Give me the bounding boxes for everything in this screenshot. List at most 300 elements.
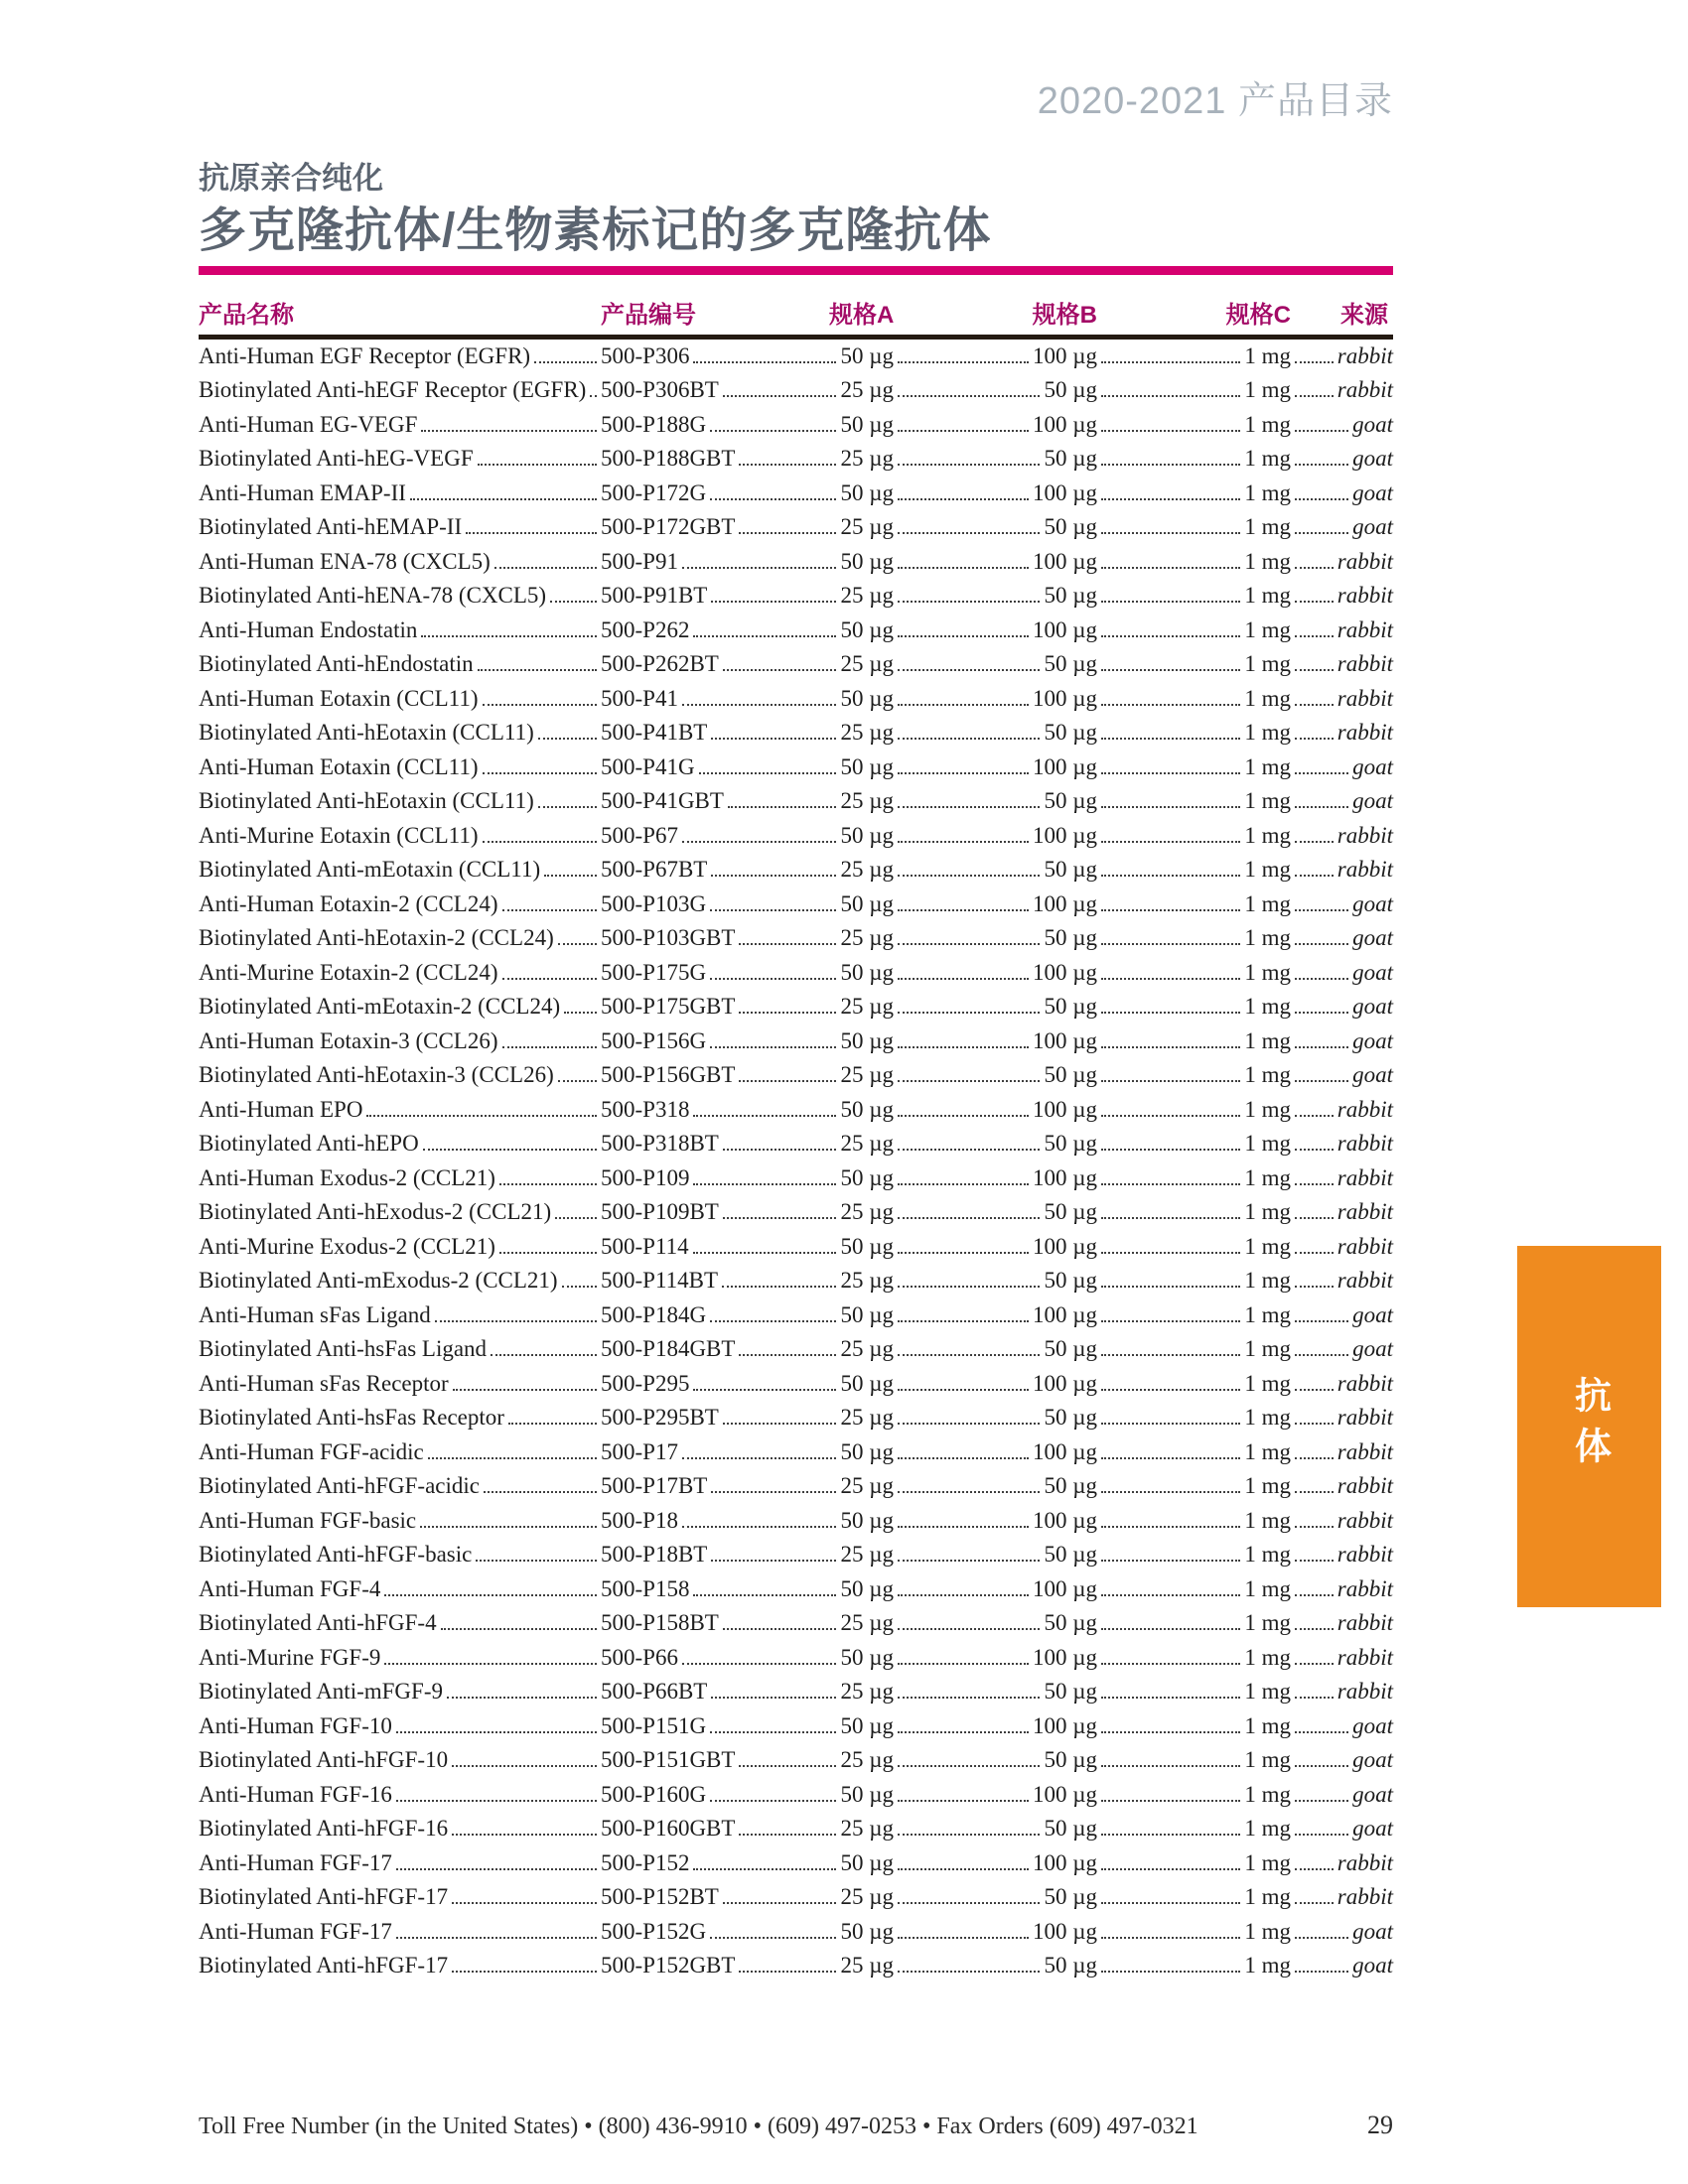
spec-c-cell bbox=[1097, 439, 1291, 474]
dot-leader bbox=[1295, 430, 1348, 432]
spec-c-value: 1 mg bbox=[1244, 514, 1291, 540]
spec-b-cell bbox=[894, 644, 1097, 679]
source-value: rabbit bbox=[1336, 342, 1393, 368]
product-number-cell bbox=[601, 1946, 894, 1980]
spec-c-cell bbox=[1097, 1809, 1291, 1843]
dot-leader bbox=[1295, 1320, 1348, 1322]
spec-c-cell bbox=[1097, 1877, 1291, 1912]
spec-c-cell bbox=[1097, 1774, 1291, 1809]
spec-c-cell bbox=[1097, 576, 1291, 611]
col-header-spec-c: 规格C bbox=[1225, 302, 1291, 329]
dot-leader bbox=[739, 1012, 836, 1014]
product-name-cell bbox=[199, 1535, 601, 1570]
spec-c-value: 1 mg bbox=[1244, 1438, 1291, 1464]
dot-leader bbox=[1101, 532, 1240, 534]
table-row bbox=[199, 1295, 1393, 1329]
product-number: 500-P41G bbox=[601, 753, 695, 779]
product-number: 500-P188G bbox=[601, 411, 707, 437]
spec-b-value: 50 µg bbox=[1044, 1747, 1097, 1773]
spec-b-cell bbox=[894, 1329, 1097, 1364]
spec-c-cell bbox=[1097, 850, 1291, 885]
spec-c-value: 1 mg bbox=[1244, 651, 1291, 677]
product-name: Anti-Human FGF-16 bbox=[199, 1781, 392, 1807]
product-number: 500-P114 bbox=[601, 1233, 689, 1259]
source-value: goat bbox=[1352, 411, 1393, 437]
dot-leader bbox=[1101, 1115, 1240, 1117]
spec-b-value: 50 µg bbox=[1044, 1610, 1097, 1636]
spec-b-cell bbox=[894, 1637, 1097, 1672]
dot-leader bbox=[723, 1902, 837, 1904]
product-name-cell bbox=[199, 507, 601, 542]
dot-leader bbox=[396, 1868, 597, 1870]
spec-b-value: 50 µg bbox=[1044, 1062, 1097, 1088]
table-row bbox=[199, 1432, 1393, 1466]
product-name-cell bbox=[199, 1055, 601, 1090]
table-row bbox=[199, 1637, 1393, 1672]
product-number: 500-P184GBT bbox=[601, 1336, 736, 1362]
product-name-cell bbox=[199, 781, 601, 816]
spec-b-cell bbox=[894, 1432, 1097, 1466]
source-value: goat bbox=[1352, 1336, 1393, 1362]
spec-b-value: 100 µg bbox=[1032, 1301, 1097, 1327]
spec-c-cell bbox=[1097, 1740, 1291, 1775]
source-value: goat bbox=[1352, 925, 1393, 951]
spec-c-cell bbox=[1097, 1706, 1291, 1740]
footer-contact-text: Toll Free Number (in the United States) • (800) 436-9910 • (609) 497-0253 • Fax Orders (609) 497-0321 bbox=[199, 2114, 1198, 2139]
spec-c-cell bbox=[1097, 1637, 1291, 1672]
product-name: Biotinylated Anti-mEotaxin-2 (CCL24) bbox=[199, 994, 561, 1020]
dot-leader bbox=[898, 1628, 1040, 1630]
spec-a-value: 25 µg bbox=[840, 1473, 894, 1499]
dot-leader bbox=[1295, 1080, 1348, 1082]
table-row bbox=[199, 884, 1393, 918]
product-name-cell bbox=[199, 678, 601, 713]
product-number: 500-P160GBT bbox=[601, 1816, 736, 1842]
source-cell bbox=[1291, 1295, 1393, 1329]
column-header-row bbox=[199, 295, 1393, 330]
dot-leader bbox=[1295, 1217, 1334, 1219]
dot-leader bbox=[1101, 1320, 1240, 1322]
source-value: rabbit bbox=[1336, 1268, 1393, 1294]
source-value: goat bbox=[1352, 446, 1393, 472]
dot-leader bbox=[739, 1834, 836, 1836]
spec-a-value: 25 µg bbox=[840, 1884, 894, 1910]
spec-b-value: 50 µg bbox=[1044, 514, 1097, 540]
product-name-cell bbox=[199, 336, 601, 370]
dot-leader bbox=[1295, 1971, 1348, 1973]
source-cell bbox=[1291, 644, 1393, 679]
source-value: rabbit bbox=[1336, 583, 1393, 609]
spec-c-cell bbox=[1097, 713, 1291, 748]
product-number: 500-P66 bbox=[601, 1644, 678, 1670]
spec-b-value: 100 µg bbox=[1032, 959, 1097, 985]
source-value: rabbit bbox=[1336, 1679, 1393, 1705]
spec-a-value: 50 µg bbox=[840, 890, 894, 916]
product-number-cell bbox=[601, 473, 894, 507]
dot-leader bbox=[478, 464, 597, 466]
product-name: Biotinylated Anti-hEotaxin-2 (CCL24) bbox=[199, 925, 554, 951]
dot-leader bbox=[1101, 1183, 1240, 1185]
source-cell bbox=[1291, 987, 1393, 1022]
spec-a-value: 25 µg bbox=[840, 1405, 894, 1431]
source-cell bbox=[1291, 336, 1393, 370]
spec-a-value: 25 µg bbox=[840, 1268, 894, 1294]
spec-a-value: 50 µg bbox=[840, 1438, 894, 1464]
dot-leader bbox=[1295, 1389, 1334, 1391]
dot-leader bbox=[898, 1971, 1040, 1973]
spec-b-cell bbox=[894, 1466, 1097, 1501]
table-row bbox=[199, 850, 1393, 885]
product-name: Biotinylated Anti-hEMAP-II bbox=[199, 514, 463, 540]
product-name: Biotinylated Anti-hFGF-16 bbox=[199, 1816, 449, 1842]
source-value: goat bbox=[1352, 1027, 1393, 1053]
spec-a-value: 50 µg bbox=[840, 1781, 894, 1807]
dot-leader bbox=[555, 1217, 597, 1219]
dot-leader bbox=[898, 943, 1040, 945]
spec-b-value: 50 µg bbox=[1044, 1336, 1097, 1362]
source-cell bbox=[1291, 439, 1393, 474]
dot-leader bbox=[1101, 943, 1240, 945]
source-cell bbox=[1291, 781, 1393, 816]
product-name: Anti-Human sFas Ligand bbox=[199, 1301, 431, 1327]
dot-leader bbox=[898, 1663, 1029, 1665]
dot-leader bbox=[396, 1731, 597, 1733]
product-name: Anti-Human EPO bbox=[199, 1096, 363, 1122]
product-number-cell bbox=[601, 370, 894, 405]
spec-b-cell bbox=[894, 918, 1097, 953]
dot-leader bbox=[1101, 1080, 1240, 1082]
dot-leader bbox=[898, 361, 1029, 363]
dot-leader bbox=[1101, 1731, 1240, 1733]
product-name-cell bbox=[199, 439, 601, 474]
source-value: goat bbox=[1352, 1062, 1393, 1088]
dot-leader bbox=[1101, 1491, 1240, 1493]
dot-leader bbox=[898, 1868, 1029, 1870]
dot-leader bbox=[1295, 1765, 1348, 1767]
table-row bbox=[199, 1158, 1393, 1192]
dot-leader bbox=[428, 1457, 597, 1459]
spec-c-value: 1 mg bbox=[1244, 1473, 1291, 1499]
product-name: Biotinylated Anti-hFGF-acidic bbox=[199, 1473, 480, 1499]
spec-c-value: 1 mg bbox=[1244, 616, 1291, 642]
product-number: 500-P175GBT bbox=[601, 994, 736, 1020]
dot-leader bbox=[898, 1457, 1029, 1459]
spec-c-value: 1 mg bbox=[1244, 753, 1291, 779]
spec-c-value: 1 mg bbox=[1244, 1816, 1291, 1842]
spec-b-cell bbox=[894, 404, 1097, 439]
dot-leader bbox=[421, 635, 597, 637]
dot-leader bbox=[1101, 1423, 1240, 1425]
product-name: Anti-Human EMAP-II bbox=[199, 479, 406, 505]
dot-leader bbox=[1295, 909, 1348, 911]
table-row bbox=[199, 507, 1393, 542]
product-number-cell bbox=[601, 1192, 894, 1227]
dot-leader bbox=[898, 1937, 1029, 1939]
table-row bbox=[199, 918, 1393, 953]
spec-b-cell bbox=[894, 541, 1097, 576]
source-value: rabbit bbox=[1336, 1096, 1393, 1122]
dot-leader bbox=[710, 1731, 836, 1733]
spec-c-value: 1 mg bbox=[1244, 1575, 1291, 1601]
source-value: goat bbox=[1352, 788, 1393, 814]
source-value: goat bbox=[1352, 1712, 1393, 1738]
dot-leader bbox=[1101, 1765, 1240, 1767]
product-number-cell bbox=[601, 404, 894, 439]
product-name-cell bbox=[199, 1500, 601, 1535]
dot-leader bbox=[1295, 498, 1348, 500]
dot-leader bbox=[564, 1012, 597, 1014]
page-heading: 多克隆抗体/生物素标记的多克隆抗体 bbox=[199, 205, 992, 257]
table-row bbox=[199, 1809, 1393, 1843]
product-name-cell bbox=[199, 850, 601, 885]
spec-c-value: 1 mg bbox=[1244, 925, 1291, 951]
spec-c-value: 1 mg bbox=[1244, 1884, 1291, 1910]
source-cell bbox=[1291, 1466, 1393, 1501]
dot-leader bbox=[1101, 1457, 1240, 1459]
product-name-cell bbox=[199, 644, 601, 679]
spec-b-value: 50 µg bbox=[1044, 1953, 1097, 1979]
product-number: 500-P158 bbox=[601, 1575, 690, 1601]
dot-leader bbox=[1295, 1868, 1334, 1870]
dot-leader bbox=[711, 875, 836, 877]
dot-leader bbox=[898, 601, 1040, 603]
product-number: 500-P188GBT bbox=[601, 446, 736, 472]
product-number-cell bbox=[601, 678, 894, 713]
spec-a-value: 25 µg bbox=[840, 994, 894, 1020]
product-number: 500-P103G bbox=[601, 890, 707, 916]
spec-b-value: 50 µg bbox=[1044, 583, 1097, 609]
dot-leader bbox=[898, 1423, 1040, 1425]
spec-c-value: 1 mg bbox=[1244, 857, 1291, 883]
spec-c-cell bbox=[1097, 1226, 1291, 1261]
col-header-source: 来源 bbox=[1340, 302, 1388, 329]
dot-leader bbox=[898, 1491, 1040, 1493]
dot-leader bbox=[710, 909, 836, 911]
spec-b-value: 100 µg bbox=[1032, 822, 1097, 848]
source-cell bbox=[1291, 884, 1393, 918]
spec-c-cell bbox=[1097, 1295, 1291, 1329]
dot-leader bbox=[898, 635, 1029, 637]
spec-a-value: 25 µg bbox=[840, 1953, 894, 1979]
source-cell bbox=[1291, 473, 1393, 507]
dot-leader bbox=[1101, 978, 1240, 980]
spec-b-value: 100 µg bbox=[1032, 1918, 1097, 1944]
table-row bbox=[199, 713, 1393, 748]
dot-leader bbox=[1295, 1526, 1334, 1528]
table-row bbox=[199, 576, 1393, 611]
product-name: Anti-Human FGF-17 bbox=[199, 1849, 392, 1875]
dot-leader bbox=[682, 1457, 837, 1459]
product-name-cell bbox=[199, 713, 601, 748]
product-number: 500-P152GBT bbox=[601, 1953, 736, 1979]
table-row bbox=[199, 1363, 1393, 1398]
spec-b-value: 50 µg bbox=[1044, 994, 1097, 1020]
dot-leader bbox=[898, 1183, 1029, 1185]
dot-leader bbox=[1101, 772, 1240, 774]
spec-b-cell bbox=[894, 850, 1097, 885]
spec-a-value: 50 µg bbox=[840, 1712, 894, 1738]
dot-leader bbox=[499, 1183, 597, 1185]
product-name: Biotinylated Anti-hsFas Receptor bbox=[199, 1405, 504, 1431]
dot-leader bbox=[1295, 1149, 1334, 1151]
source-value: rabbit bbox=[1336, 822, 1393, 848]
spec-a-value: 50 µg bbox=[840, 1644, 894, 1670]
spec-c-value: 1 mg bbox=[1244, 1712, 1291, 1738]
product-name: Anti-Human Endostatin bbox=[199, 616, 418, 642]
spec-a-value: 25 µg bbox=[840, 925, 894, 951]
dot-leader bbox=[723, 1217, 837, 1219]
dot-leader bbox=[898, 1697, 1040, 1699]
spec-c-value: 1 mg bbox=[1244, 479, 1291, 505]
source-cell bbox=[1291, 1603, 1393, 1638]
product-number-cell bbox=[601, 336, 894, 370]
spec-c-value: 1 mg bbox=[1244, 377, 1291, 403]
dot-leader bbox=[723, 395, 837, 397]
spec-b-cell bbox=[894, 1021, 1097, 1055]
product-name: Anti-Murine Eotaxin (CCL11) bbox=[199, 822, 479, 848]
spec-a-value: 25 µg bbox=[840, 788, 894, 814]
spec-b-value: 100 µg bbox=[1032, 1849, 1097, 1875]
dot-leader bbox=[898, 1012, 1040, 1014]
product-number: 500-P41BT bbox=[601, 720, 708, 746]
dot-leader bbox=[1295, 943, 1348, 945]
dot-leader bbox=[1295, 1560, 1334, 1562]
dot-leader bbox=[898, 669, 1040, 671]
product-number-cell bbox=[601, 987, 894, 1022]
product-number: 500-P172GBT bbox=[601, 514, 736, 540]
dot-leader bbox=[722, 1286, 836, 1288]
source-cell bbox=[1291, 1192, 1393, 1227]
spec-b-value: 100 µg bbox=[1032, 1575, 1097, 1601]
source-value: goat bbox=[1352, 1918, 1393, 1944]
source-value: rabbit bbox=[1336, 377, 1393, 403]
product-number-cell bbox=[601, 1877, 894, 1912]
dot-leader bbox=[723, 1149, 837, 1151]
product-name-cell bbox=[199, 1603, 601, 1638]
product-name: Biotinylated Anti-hExodus-2 (CCL21) bbox=[199, 1199, 552, 1225]
spec-c-cell bbox=[1097, 1192, 1291, 1227]
dot-leader bbox=[723, 1423, 837, 1425]
product-number: 500-P318 bbox=[601, 1096, 690, 1122]
product-name-cell bbox=[199, 987, 601, 1022]
col-header-product-number: 产品编号 bbox=[601, 302, 696, 329]
chapter-tab-label: 抗体 bbox=[1569, 1376, 1611, 1477]
dot-leader bbox=[739, 1354, 836, 1356]
spec-a-value: 25 µg bbox=[840, 651, 894, 677]
table-row bbox=[199, 1843, 1393, 1877]
spec-b-value: 50 µg bbox=[1044, 788, 1097, 814]
product-name-cell bbox=[199, 610, 601, 644]
spec-a-value: 50 µg bbox=[840, 1233, 894, 1259]
product-number: 500-P306BT bbox=[601, 377, 719, 403]
source-value: goat bbox=[1352, 1301, 1393, 1327]
spec-c-value: 1 mg bbox=[1244, 1096, 1291, 1122]
dot-leader bbox=[1295, 1902, 1334, 1904]
spec-c-value: 1 mg bbox=[1244, 1164, 1291, 1190]
dot-leader bbox=[1101, 1046, 1240, 1048]
dot-leader bbox=[898, 806, 1040, 808]
product-name: Biotinylated Anti-hFGF-basic bbox=[199, 1542, 473, 1568]
dot-leader bbox=[1295, 1594, 1334, 1596]
dot-leader bbox=[478, 669, 597, 671]
spec-a-value: 25 µg bbox=[840, 377, 894, 403]
product-name-cell bbox=[199, 1740, 601, 1775]
spec-a-value: 50 µg bbox=[840, 411, 894, 437]
spec-b-value: 50 µg bbox=[1044, 377, 1097, 403]
source-cell bbox=[1291, 1637, 1393, 1672]
dot-leader bbox=[1295, 704, 1334, 706]
source-value: rabbit bbox=[1336, 548, 1393, 574]
dot-leader bbox=[693, 1252, 837, 1254]
spec-b-cell bbox=[894, 987, 1097, 1022]
source-cell bbox=[1291, 1946, 1393, 1980]
product-name-cell bbox=[199, 815, 601, 850]
product-name: Anti-Human Exodus-2 (CCL21) bbox=[199, 1164, 495, 1190]
source-cell bbox=[1291, 1500, 1393, 1535]
product-number-cell bbox=[601, 1226, 894, 1261]
product-name: Anti-Human FGF-17 bbox=[199, 1918, 392, 1944]
spec-a-value: 50 µg bbox=[840, 1096, 894, 1122]
source-cell bbox=[1291, 1363, 1393, 1398]
dot-leader bbox=[1295, 464, 1348, 466]
source-cell bbox=[1291, 1158, 1393, 1192]
dot-leader bbox=[1295, 1423, 1334, 1425]
dot-leader bbox=[508, 1423, 597, 1425]
source-value: goat bbox=[1352, 959, 1393, 985]
spec-b-value: 100 µg bbox=[1032, 890, 1097, 916]
product-number-cell bbox=[601, 1535, 894, 1570]
product-number-cell bbox=[601, 747, 894, 781]
spec-c-cell bbox=[1097, 918, 1291, 953]
spec-c-cell bbox=[1097, 1569, 1291, 1603]
source-value: rabbit bbox=[1336, 1131, 1393, 1157]
spec-c-value: 1 mg bbox=[1244, 788, 1291, 814]
table-row bbox=[199, 439, 1393, 474]
dot-leader bbox=[1295, 738, 1334, 740]
dot-leader bbox=[1101, 1902, 1240, 1904]
spec-b-cell bbox=[894, 473, 1097, 507]
spec-b-cell bbox=[894, 1911, 1097, 1946]
product-name: Biotinylated Anti-hFGF-10 bbox=[199, 1747, 449, 1773]
product-name: Biotinylated Anti-hsFas Ligand bbox=[199, 1336, 488, 1362]
spec-a-value: 50 µg bbox=[840, 822, 894, 848]
table-row bbox=[199, 1021, 1393, 1055]
spec-b-cell bbox=[894, 1089, 1097, 1124]
dot-leader bbox=[1295, 1183, 1334, 1185]
spec-b-value: 100 µg bbox=[1032, 1370, 1097, 1396]
spec-b-value: 100 µg bbox=[1032, 616, 1097, 642]
dot-leader bbox=[898, 567, 1029, 569]
product-number: 500-P18 bbox=[601, 1507, 678, 1533]
product-number: 500-P295 bbox=[601, 1370, 690, 1396]
dot-leader bbox=[739, 1971, 836, 1973]
table-row bbox=[199, 541, 1393, 576]
spec-b-cell bbox=[894, 781, 1097, 816]
product-number-cell bbox=[601, 1089, 894, 1124]
spec-b-value: 50 µg bbox=[1044, 1268, 1097, 1294]
product-number: 500-P156GBT bbox=[601, 1062, 736, 1088]
dot-leader bbox=[1101, 1012, 1240, 1014]
source-cell bbox=[1291, 370, 1393, 405]
product-number-cell bbox=[601, 1329, 894, 1364]
product-name-cell bbox=[199, 1774, 601, 1809]
source-cell bbox=[1291, 1672, 1393, 1706]
product-number-cell bbox=[601, 815, 894, 850]
product-number: 500-P158BT bbox=[601, 1610, 719, 1636]
spec-c-cell bbox=[1097, 404, 1291, 439]
dot-leader bbox=[898, 1800, 1029, 1802]
table-row bbox=[199, 1466, 1393, 1501]
